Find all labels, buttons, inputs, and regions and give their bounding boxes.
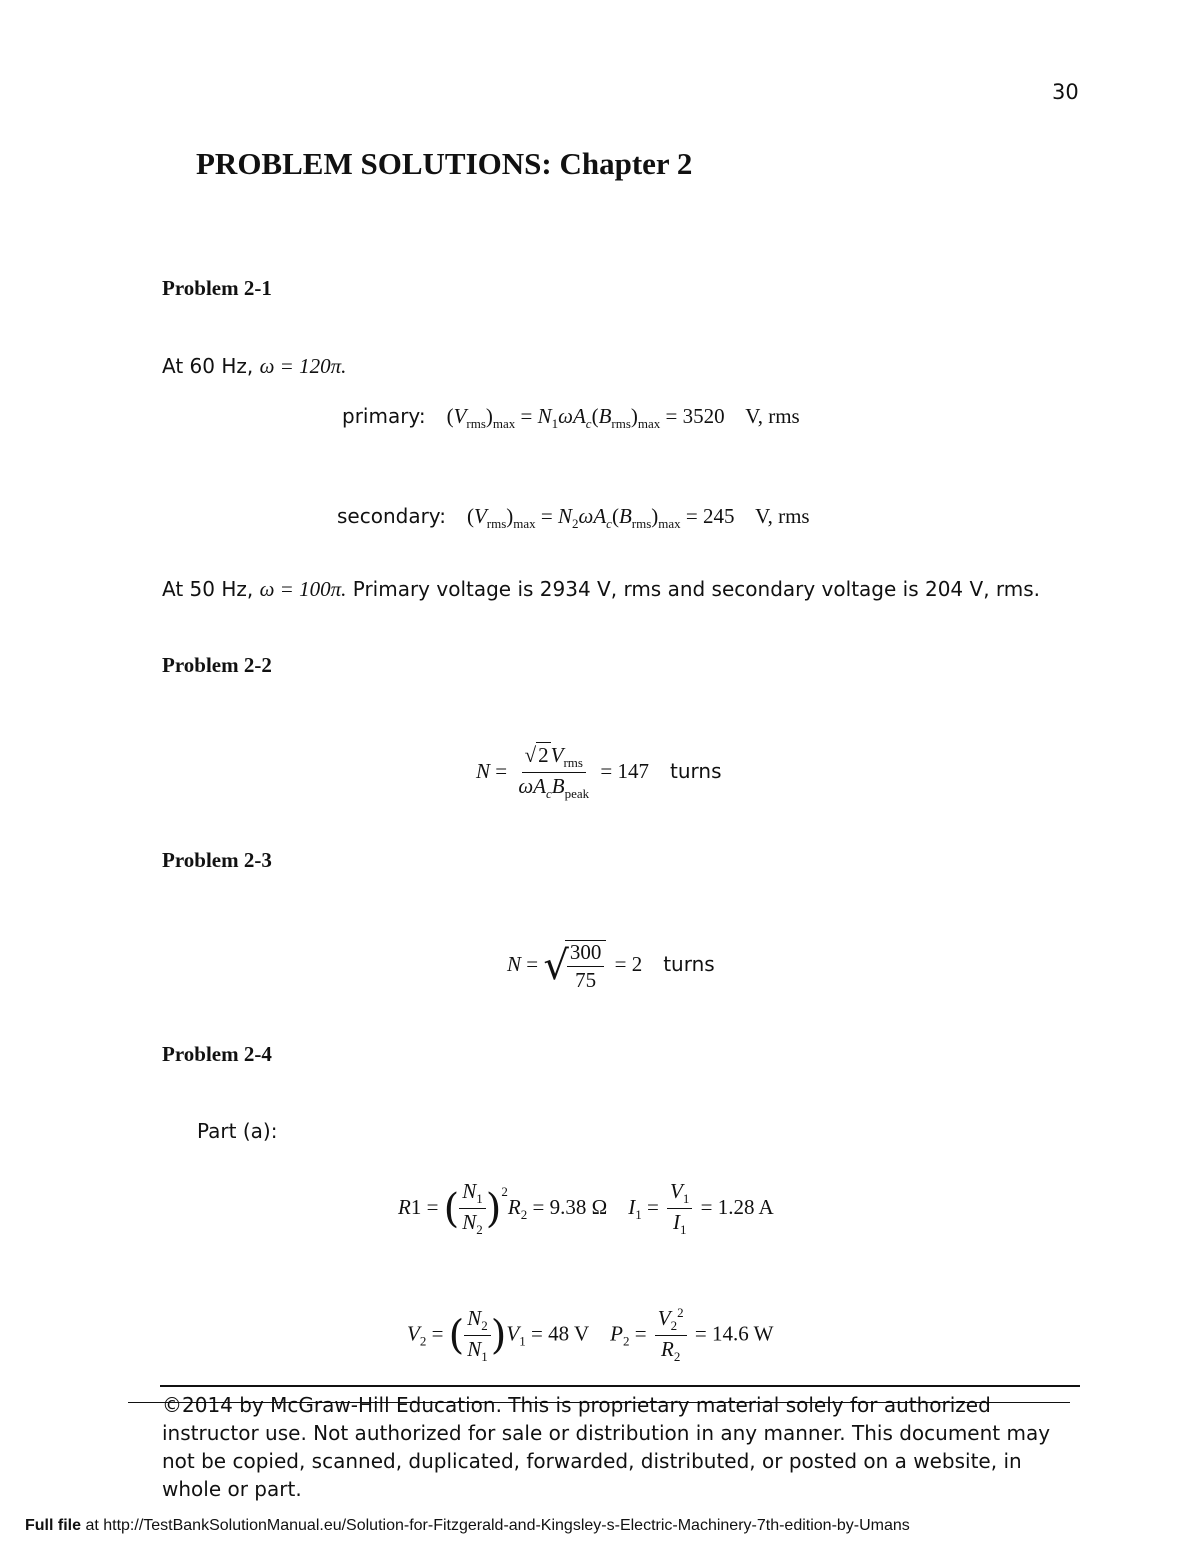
source-link-url: at http://TestBankSolutionManual.eu/Solution-for-Fitzgerald-and-Kingsley-s-Electric-Machinery-7th-edition-by-Umans	[81, 1517, 910, 1534]
p1-intro-omega: ω = 120π.	[259, 354, 347, 378]
p1-secondary-label: secondary:	[337, 504, 446, 528]
source-link-prefix: Full file	[25, 1517, 81, 1534]
p2-unit: turns	[670, 758, 722, 783]
p3-denominator: 75	[575, 968, 597, 993]
p1-fifty-text: Primary voltage is 2934 V, rms and secondary voltage is 204 V, rms.	[346, 577, 1041, 601]
p1-primary-equation: primary: $(V_{rms})_{max} = N_1\omega A_c(B_{rms})_{max} = 3520$ V, rms	[342, 404, 800, 432]
p1-fifty-omega: ω = 100π.	[259, 577, 347, 601]
p3-result: = 2	[614, 951, 643, 976]
p1-secondary-equation: secondary: $(V_{rms})_{max} = N_2\omega A_c(B_{rms})_{max} = 245$ V, rms	[337, 504, 810, 532]
p4-r-equation: R1 = ( $\frac{N_1}{N_2}$ )$^2R_2 = 9.38$ Ω $I_1$ = $\frac{V_1}{I_1}$ = 1.28 A	[398, 1179, 774, 1238]
footer-rule	[160, 1385, 1080, 1387]
p1-fifty-hz	[162, 577, 1040, 602]
page-number: 30	[1052, 80, 1079, 104]
p1-intro-prefix: At 60 Hz,	[162, 354, 260, 378]
p3-numerator: 300	[567, 941, 605, 967]
p3-equation: N = √ $\frac{300}{75}$ = 2 turns	[507, 940, 715, 993]
p1-primary-value: = 3520	[665, 404, 725, 428]
p4-part-label: Part (a):	[197, 1119, 278, 1143]
p4-i-result: = 1.28 A	[700, 1194, 774, 1219]
p4-r-result: = 9.38 Ω	[532, 1194, 608, 1219]
p3-fraction	[565, 940, 607, 992]
p3-unit: turns	[663, 951, 715, 976]
source-link[interactable]	[25, 1517, 910, 1535]
problem-heading: Problem 2-3	[162, 848, 272, 872]
p1-secondary-value: = 245	[685, 504, 735, 528]
sqrt-symbol: √	[543, 943, 569, 990]
p1-intro	[162, 354, 346, 379]
p4-p-result: = 14.6 W	[694, 1321, 774, 1346]
problem-heading: Problem 2-4	[162, 1042, 272, 1066]
p2-fraction: $\frac{√2V_{rms}}{\omega A_cB_{peak}}$	[518, 743, 590, 802]
p4-v-equation: $V_2$ = ( $\frac{N_2}{N_1}$ )$V_1 = 48$ V $P_2$ = $\frac{V_2^2}{R_2}$ = 14.6 W	[407, 1305, 774, 1365]
problem-heading: Problem 2-1	[162, 276, 272, 300]
p4-v-result: = 48 V	[530, 1321, 590, 1346]
p2-result: = 147	[600, 758, 650, 783]
p1-fifty-prefix: At 50 Hz,	[162, 577, 260, 601]
page-title: PROBLEM SOLUTIONS: Chapter 2	[196, 146, 693, 181]
p1-primary-label: primary:	[342, 404, 426, 428]
p1-secondary-unit: V, rms	[755, 504, 810, 528]
copyright-notice: ©2014 by McGraw-Hill Education. This is proprietary material solely for authorized instructor use. Not authorized for sale or distribution in any manner. This document may not be copied, scanned, duplicated, forwarded, distributed, or posted on a website, in whole or part.	[162, 1393, 1051, 1501]
p1-primary-unit: V, rms	[745, 404, 800, 428]
problem-heading: Problem 2-2	[162, 653, 272, 677]
p2-equation: N = $\frac{√2V_{rms}}{\omega A_cB_{peak}}$ = 147 turns	[476, 743, 722, 802]
